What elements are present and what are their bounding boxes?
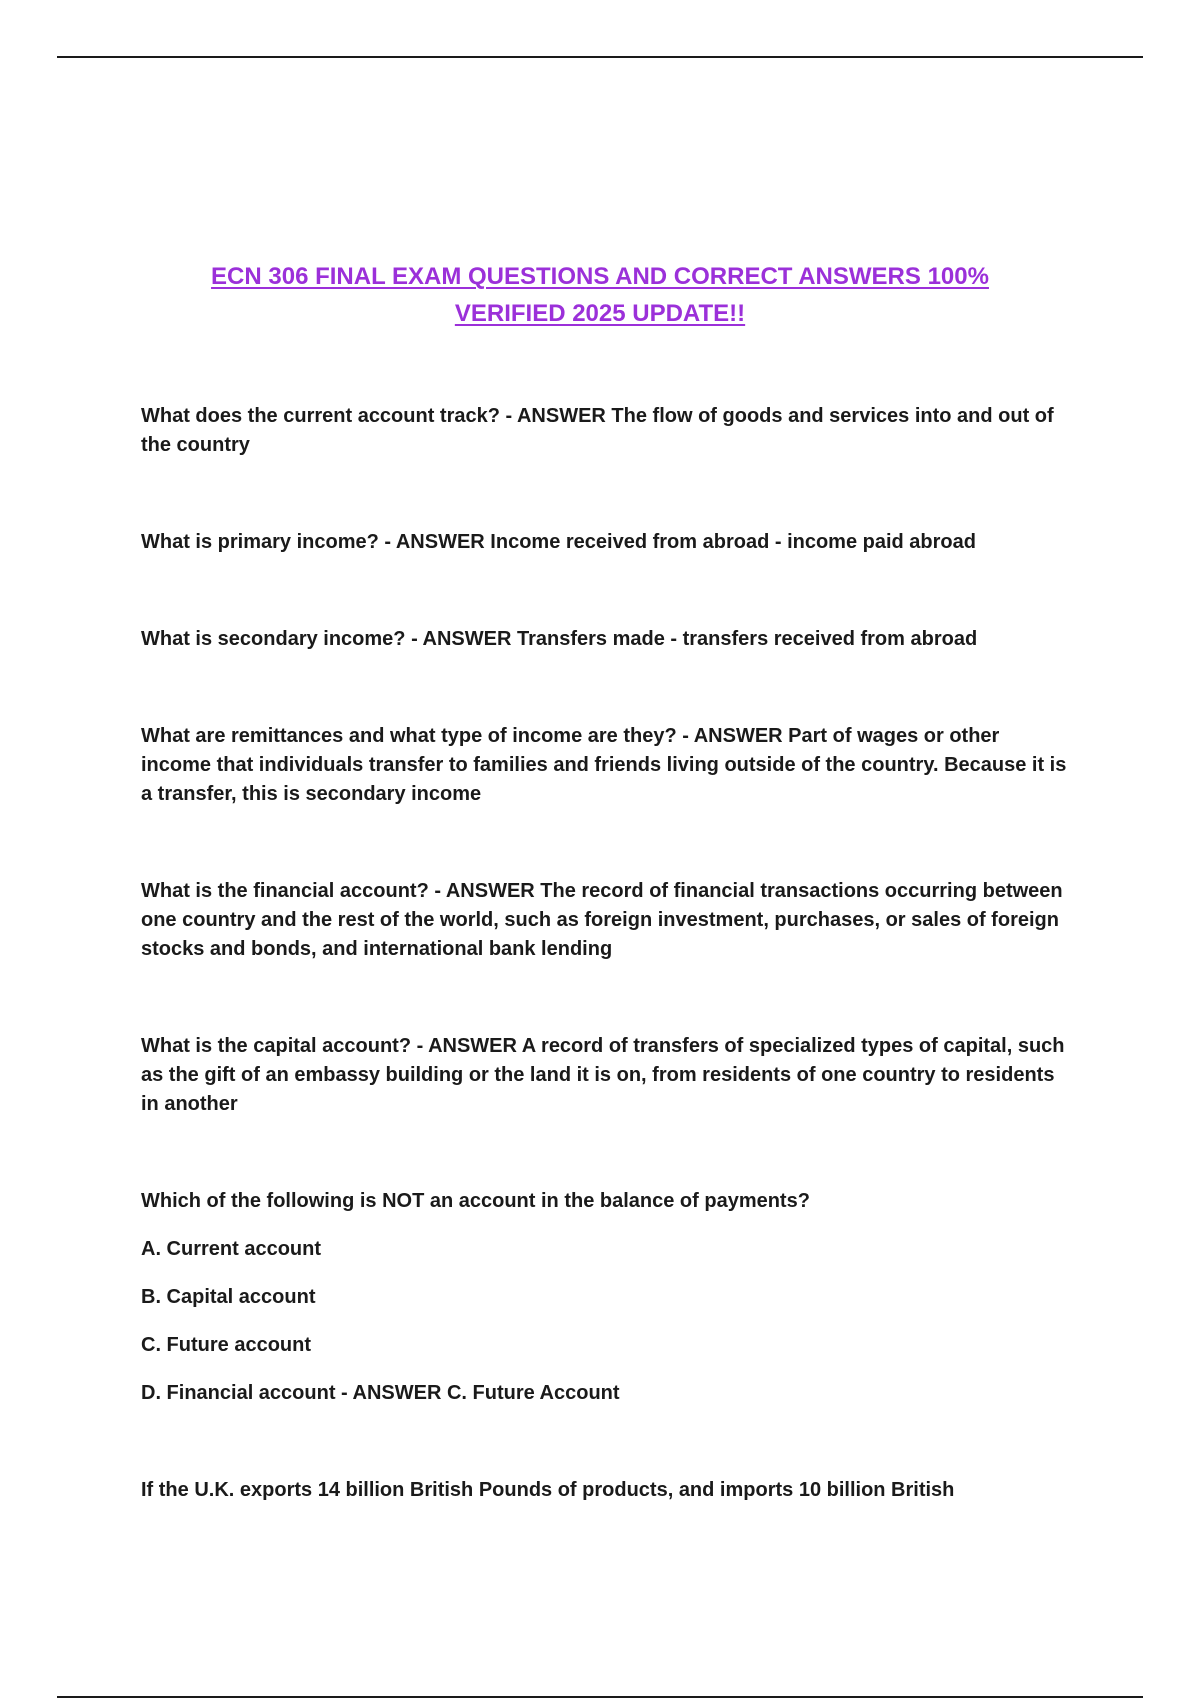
qa-item: What does the current account track? - ANSWER The flow of goods and services into and out of the country [141,405,1054,456]
qa-item: What is secondary income? - ANSWER Transfers made - transfers received from abroad [141,628,978,650]
qa-item: What are remittances and what type of income are they? - ANSWER Part of wages or other income that individuals transfer to families and friends living outside of the country. Because it is a transfer, this is secondary income [141,725,1067,805]
qa-item: What is the financial account? - ANSWER The record of financial transactions occurring between one country and the rest of the world, such as foreign investment, purchases, or sales of foreign stocks and bonds, and international bank lending [141,880,1063,960]
mcq-option-c: C. Future account [141,1334,312,1356]
qa-item: If the U.K. exports 14 billion British Pounds of products, and imports 10 billion British [141,1479,955,1501]
mcq-question: Which of the following is NOT an account in the balance of payments? [141,1190,810,1212]
mcq-option-a: A. Current account [141,1238,322,1260]
mcq-option-b: B. Capital account [141,1286,316,1308]
mcq-option-d: D. Financial account - ANSWER C. Future Account [141,1382,620,1404]
qa-list [141,402,1071,1505]
qa-item: What is the capital account? - ANSWER A record of transfers of specialized types of capital, such as the gift of an embassy building or the land it is on, from residents of one country to residents in another [141,1035,1065,1115]
top-rule [57,56,1143,58]
title-line-1: ECN 306 FINAL EXAM QUESTIONS AND CORRECT ANSWERS 100% [211,263,989,290]
qa-item: What is primary income? - ANSWER Income received from abroad - income paid abroad [141,531,976,553]
title-line-2: VERIFIED 2025 UPDATE!! [454,300,746,327]
document-title [130,258,1070,332]
bottom-rule [57,1696,1143,1698]
